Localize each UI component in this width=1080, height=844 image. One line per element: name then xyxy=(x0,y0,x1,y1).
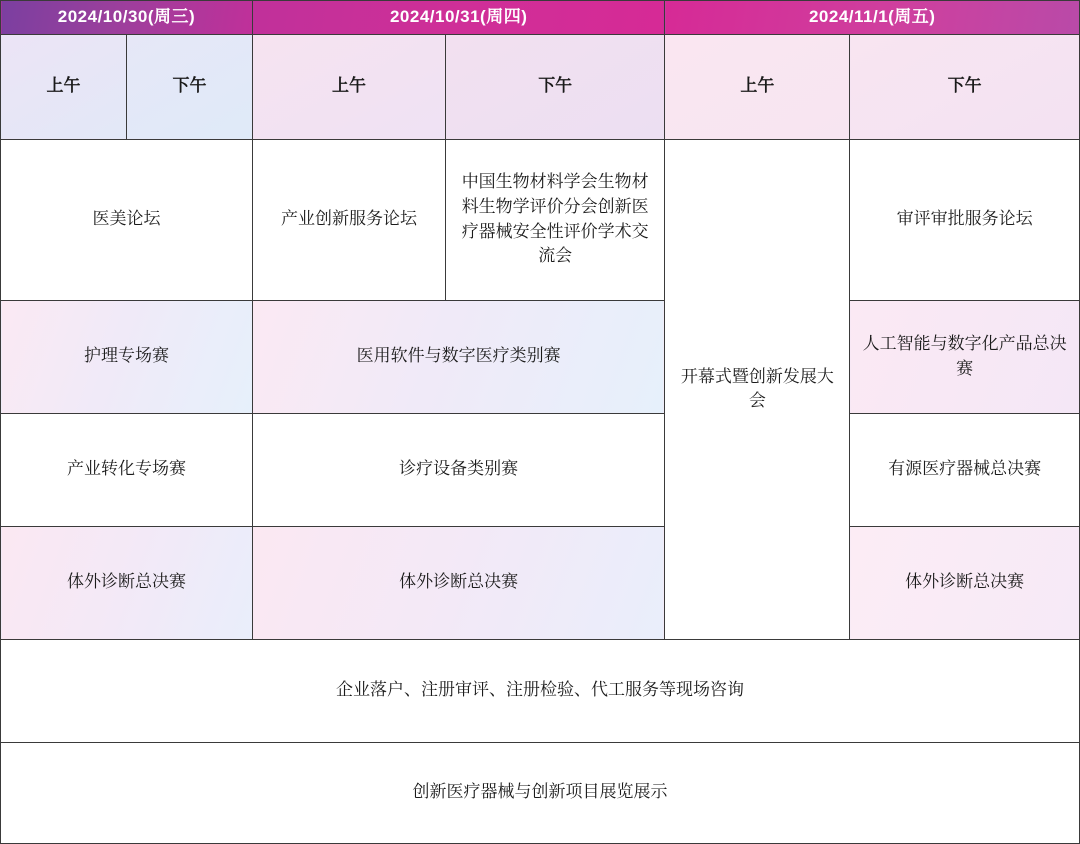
date-header-row xyxy=(1,1,1080,35)
event-ivd-final-1101: 体外诊断总决赛 xyxy=(850,526,1080,639)
date-header-2024-10-30: 2024/10/30(周三) xyxy=(1,1,253,35)
event-ivd-final-1031: 体外诊断总决赛 xyxy=(252,526,664,639)
event-onsite-consulting: 企业落户、注册审评、注册检验、代工服务等现场咨询 xyxy=(1,639,1080,742)
event-software-digital-health-contest: 医用软件与数字医疗类别赛 xyxy=(252,300,664,413)
consulting-row xyxy=(1,639,1080,742)
session-1101-pm: 下午 xyxy=(850,34,1080,139)
event-nursing-contest: 护理专场赛 xyxy=(1,300,253,413)
event-exhibition: 创新医疗器械与创新项目展览展示 xyxy=(1,742,1080,843)
event-biomaterials-academic-exchange: 中国生物材料学会生物材料生物学评价分会创新医疗器械安全性评价学术交流会 xyxy=(445,139,664,300)
date-header-2024-11-01: 2024/11/1(周五) xyxy=(665,1,1080,35)
forum-row xyxy=(1,139,1080,300)
session-1030-pm: 下午 xyxy=(126,34,252,139)
session-1031-am: 上午 xyxy=(252,34,445,139)
date-header-2024-10-31: 2024/10/31(周四) xyxy=(252,1,664,35)
exhibition-row xyxy=(1,742,1080,843)
event-industry-transformation-contest: 产业转化专场赛 xyxy=(1,413,253,526)
event-ai-digital-final: 人工智能与数字化产品总决赛 xyxy=(850,300,1080,413)
session-1031-pm: 下午 xyxy=(445,34,664,139)
session-header-row xyxy=(1,34,1080,139)
session-1030-am: 上午 xyxy=(1,34,127,139)
event-review-approval-forum: 审评审批服务论坛 xyxy=(850,139,1080,300)
event-medical-beauty-forum: 医美论坛 xyxy=(1,139,253,300)
event-active-device-final: 有源医疗器械总决赛 xyxy=(850,413,1080,526)
event-industry-innovation-forum: 产业创新服务论坛 xyxy=(252,139,445,300)
event-opening-ceremony: 开幕式暨创新发展大会 xyxy=(665,139,850,639)
event-diagnostic-equipment-contest: 诊疗设备类别赛 xyxy=(252,413,664,526)
competition-row-ivd xyxy=(1,526,1080,639)
competition-row-nursing xyxy=(1,300,1080,413)
session-1101-am: 上午 xyxy=(665,34,850,139)
competition-row-transformation xyxy=(1,413,1080,526)
event-ivd-final-1030: 体外诊断总决赛 xyxy=(1,526,253,639)
